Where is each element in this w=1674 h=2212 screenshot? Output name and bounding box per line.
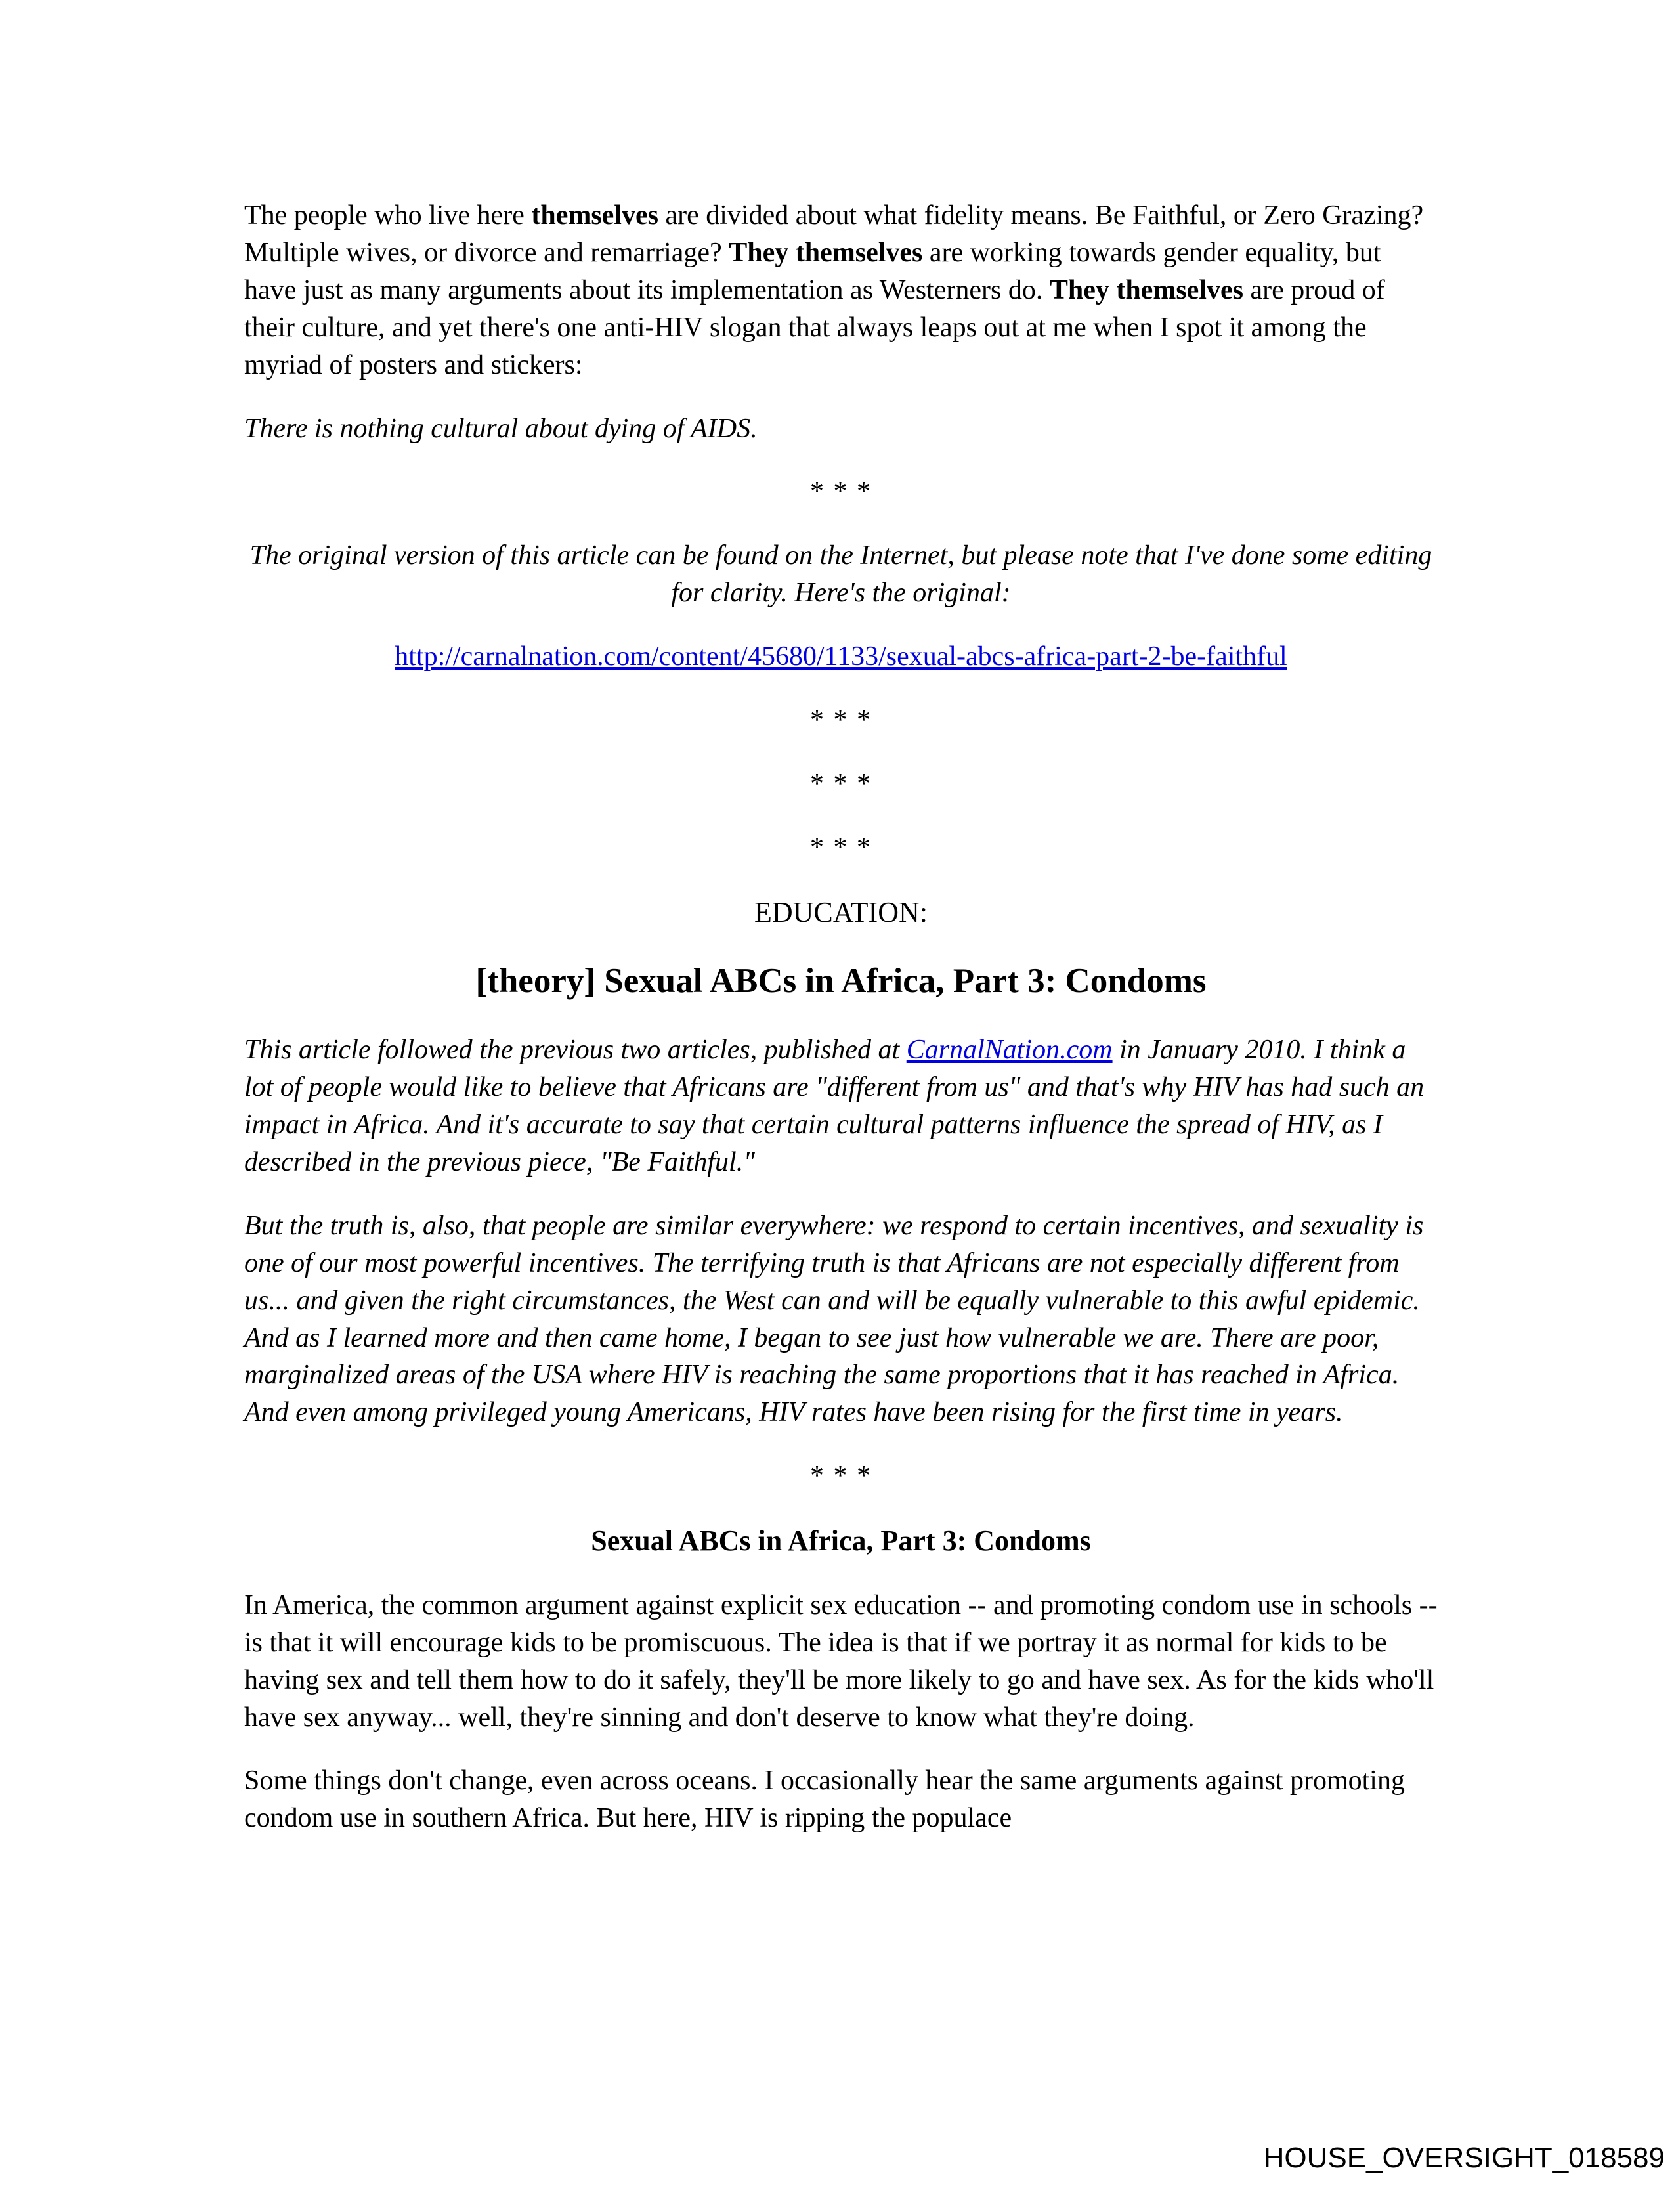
intro-paragraph bbox=[244, 1031, 1438, 1181]
document-body bbox=[244, 197, 1438, 1863]
body-paragraph-1: In America, the common argument against explicit sex education -- and promoting condom use in schools -- is that it will encourage kids to be promiscuous. The idea is that if we portray it as normal for kids to be having sex and tell them how to do it safely, they'll be more likely to go and have sex. As for the kids who'll have sex anyway... well, they're sinning and don't deserve to know what they're doing. bbox=[244, 1590, 1438, 1733]
text-segment: They themselves bbox=[1049, 274, 1243, 305]
text-segment: themselves bbox=[531, 200, 658, 230]
section-separator: * * * bbox=[810, 477, 872, 508]
body-paragraph-2: Some things don't change, even across oceans. I occasionally hear the same arguments against promoting condom use in southern Africa. But here, HIV is ripping the populace bbox=[244, 1766, 1405, 1834]
text-segment: They themselves bbox=[729, 237, 923, 268]
text-segment: in January 2010. I think a lot of people would like to believe that Africans are "different from us" and that's why HIV has had such an impact in Africa. And it's accurate to say that certain cultural patterns influence the spread of HIV, as I described in the previous piece, "Be Faithful." bbox=[244, 1035, 1425, 1177]
paragraph-fidelity bbox=[244, 197, 1438, 384]
text-segment: are proud of their culture, and yet there's one anti-HIV slogan that always leaps out at me when I spot it among the myriad of posters and stickers: bbox=[244, 274, 1385, 380]
text-segment: are divided about what fidelity means. Be Faithful, or Zero Grazing? Multiple wives, or divorce and remarriage? bbox=[244, 200, 1424, 268]
bates-number: HOUSE_OVERSIGHT_018589 bbox=[1263, 2142, 1665, 2175]
article-subheading: Sexual ABCs in Africa, Part 3: Condoms bbox=[591, 1525, 1091, 1557]
editor-note: The original version of this article can be found on the Internet, but please note that I've done some editing for clarity. Here's the original: bbox=[249, 540, 1432, 609]
intro-paragraph-2: But the truth is, also, that people are similar everywhere: we respond to certain incentives, and sexuality is one of our most powerful incentives. The terrifying truth is that Africans are not especially different from us... and given the right circumstances, the West can and will be equally vulnerable to this awful epidemic. And as I learned more and then came home, I began to see just how vulnerable we are. There are poor, marginalized areas of the USA where HIV is reaching the same proportions that it has reached in Africa. And even among privileged young Americans, HIV rates have been rising for the first time in years. bbox=[244, 1210, 1424, 1428]
text-segment: are working towards gender equality, but have just as many arguments about its implementation as Westerners do. bbox=[244, 237, 1381, 305]
article-url-line bbox=[244, 638, 1438, 676]
section-separator: * * * bbox=[810, 1461, 872, 1492]
section-separator: * * * bbox=[810, 768, 872, 799]
section-separator: * * * bbox=[810, 705, 872, 736]
text-segment: This article followed the previous two articles, published at bbox=[244, 1035, 907, 1066]
article-heading: [theory] Sexual ABCs in Africa, Part 3: Condoms bbox=[475, 962, 1207, 1001]
slogan-line: There is nothing cultural about dying of AIDS. bbox=[244, 413, 758, 444]
section-label-education: EDUCATION: bbox=[754, 896, 928, 928]
text-segment: The people who live here bbox=[244, 200, 532, 230]
inline-hyperlink[interactable]: CarnalNation.com bbox=[906, 1035, 1113, 1066]
article-url-link[interactable]: http://carnalnation.com/content/45680/1133/sexual-abcs-africa-part-2-be-faithful bbox=[395, 641, 1287, 672]
section-separator: * * * bbox=[810, 832, 872, 863]
